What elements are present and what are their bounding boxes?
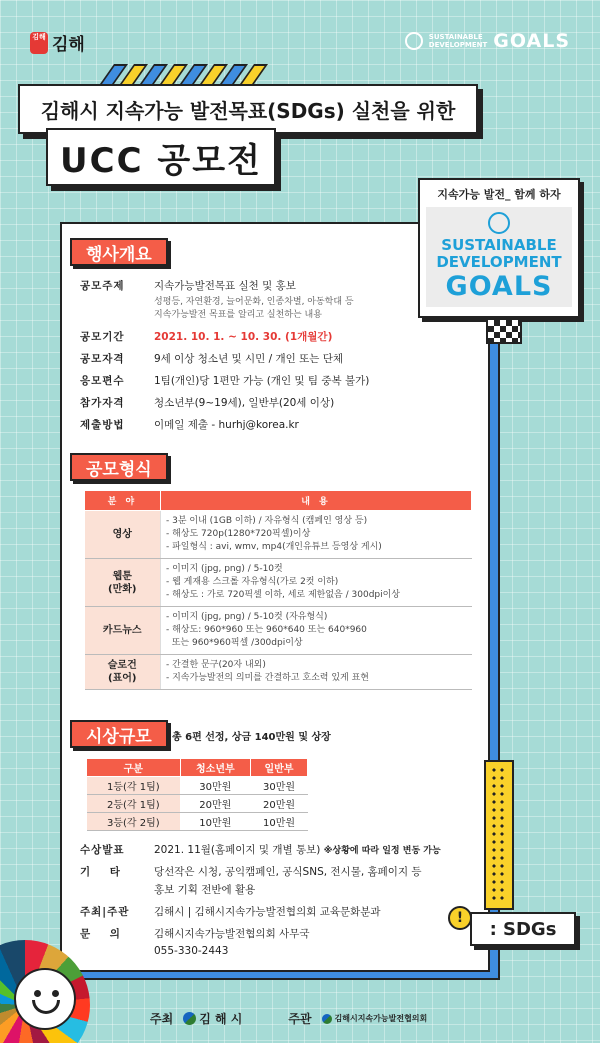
details-row-contact: [80, 926, 450, 957]
overview-label: 참가자격: [80, 397, 125, 409]
overview-value: 1팀(개인)당 1편만 가능 (개인 및 팀 중복 불가): [154, 375, 370, 387]
format-table-header: [85, 491, 472, 511]
smiley-icon: [14, 968, 76, 1030]
prize-table-wrap: [86, 758, 308, 831]
table-row: [85, 559, 472, 607]
table-row: [85, 511, 472, 559]
table-row: 3등(각 2팀) 10만원 10만원: [87, 813, 308, 831]
format-desc: - 이미지 (jpg, png) / 5-10컷 (자유형식) - 해상도: 960*960 또는 960*640 또는 640*960 또는 960*960픽셀 /300dpi이상: [161, 607, 472, 655]
details-label: 주최|주관: [80, 906, 130, 918]
details-row-organizer: [80, 904, 450, 919]
details-value: 당선작은 시청, 공익캠페인, 공식SNS, 전시물, 홈페이지 등 홍보 기획 전반에 활용: [154, 866, 422, 896]
title-line-1: 김해시 지속가능 발전목표(SDGs) 실천을 위한: [40, 98, 456, 123]
council-emblem-icon: [322, 1014, 332, 1024]
details-value: 김해시지속가능발전협의회 사무국 055-330-2443: [154, 928, 310, 957]
format-desc: - 간결한 문구(20자 내외) - 지속가능발전의 의미를 간결하고 호소력 있게 표현: [161, 655, 472, 690]
exclamation-icon: !: [448, 906, 472, 930]
overview-row-submission: [80, 417, 420, 432]
details-value: 김해시 | 김해시지속가능발전협의회 교육문화분과: [154, 906, 381, 918]
un-emblem-icon: [405, 32, 423, 50]
details-label: 기 타: [80, 866, 121, 878]
format-category: 카드뉴스: [85, 607, 161, 655]
sdg-card-tagline: 지속가능 발전_ 함께 하자: [437, 188, 561, 201]
overview-row-topic: [80, 278, 420, 322]
format-col-category: 분 야: [85, 491, 161, 511]
gimhae-logo-text: 김해: [52, 35, 85, 55]
yellow-bar-decoration: [484, 760, 514, 910]
un-emblem-icon: [488, 212, 510, 234]
overview-value: 이메일 제출 - hurhj@korea.kr: [154, 419, 299, 431]
overview-row-eligibility: [80, 351, 420, 366]
sdg-card-word-1: SUSTAINABLE: [441, 236, 557, 254]
format-desc: - 3분 이내 (1GB 이하) / 자유형식 (캠페인 영상 등) - 해상도 720p(1280*720픽셀)이상 - 파일형식 : avi, wmv, mp4(개인유튜브 등영상 게시): [161, 511, 472, 559]
format-category: 영상: [85, 511, 161, 559]
prize-col-header: 청소년부: [180, 759, 250, 777]
table-row: 1등(각 1팀) 30만원 30만원: [87, 777, 308, 795]
footer-host-logo: 김 해 시: [183, 1010, 242, 1027]
sdg-header-logo: [405, 30, 570, 52]
format-category: 웹툰 (만화): [85, 559, 161, 607]
sdg-card-logo: [426, 207, 572, 307]
overview-label: 공모주제: [80, 280, 125, 292]
format-col-content: 내 용: [161, 491, 472, 511]
format-desc: - 이미지 (jpg, png) / 5-10컷 - 웹 게재용 스크롤 자유형식(가로 2컷 이하) - 해상도 : 가로 720픽셀 이하, 세로 제한없음 / 300dpi이상: [161, 559, 472, 607]
gimhae-badge: 김해: [30, 32, 48, 54]
footer-org-label: 주관: [288, 1012, 312, 1026]
overview-list: [80, 278, 420, 439]
table-row: [85, 607, 472, 655]
format-table: [84, 490, 472, 690]
footer-host-label: 주최: [150, 1012, 174, 1026]
format-table-wrap: [84, 490, 472, 690]
gimhae-logo: [30, 30, 85, 55]
page-title: UCC 공모전: [60, 140, 262, 181]
details-list: [80, 842, 450, 964]
details-row-announcement: [80, 842, 450, 857]
sdg-card-goals: GOALS: [445, 271, 553, 302]
overview-value: 9세 이상 청소년 및 시민 / 개인 또는 단체: [154, 353, 344, 365]
overview-value: 2021. 10. 1. ~ 10. 30. (1개월간): [154, 331, 333, 343]
checker-decoration: [486, 318, 522, 344]
prize-table-header: [87, 759, 308, 777]
details-label: 문 의: [80, 928, 121, 940]
sdg-card: [418, 178, 580, 318]
overview-label: 공모자격: [80, 353, 125, 365]
gimhae-emblem-icon: [183, 1012, 196, 1025]
overview-value: 청소년부(9~19세), 일반부(20세 이상): [154, 397, 335, 409]
title-banner: [18, 84, 478, 134]
section-heading-overview: 행사개요: [70, 238, 168, 266]
sdg-header-goals: GOALS: [493, 30, 570, 52]
title-main-banner: [46, 128, 276, 186]
overview-label: 제출방법: [80, 419, 125, 431]
prize-table: [86, 758, 308, 831]
details-value: 2021. 11월(홈페이지 및 개별 통보) ※상황에 따라 일정 변동 가능: [154, 844, 441, 856]
overview-value: 지속가능발전목표 실천 및 홍보 성평등, 자연환경, 늘어문화, 인종차별, 아동학대 등 지속가능발전 목표를 알리고 실천하는 내용: [154, 280, 354, 320]
table-row: 2등(각 1팀) 20만원 20만원: [87, 795, 308, 813]
overview-label: 공모기간: [80, 331, 125, 343]
footer: [150, 1010, 427, 1027]
table-row: [85, 655, 472, 690]
sdgs-tag: : SDGs: [470, 912, 576, 946]
overview-row-divisions: [80, 395, 420, 410]
overview-row-period: [80, 329, 420, 344]
section-heading-prize: 시상규모: [70, 720, 168, 748]
prize-summary: 총 6편 선정, 상금 140만원 및 상장: [172, 732, 331, 743]
details-row-etc: [80, 864, 450, 897]
prize-col-header: 구분: [87, 759, 181, 777]
section-heading-format: 공모형식: [70, 453, 168, 481]
format-category: 슬로건 (표어): [85, 655, 161, 690]
footer-org-logo: 김해시지속가능발전협의회: [322, 1013, 428, 1024]
prize-col-header: 일반부: [251, 759, 308, 777]
details-label: 수상발표: [80, 844, 125, 856]
sdg-card-word-2: DEVELOPMENT: [436, 253, 562, 271]
overview-row-entries: [80, 373, 420, 388]
overview-label: 응모편수: [80, 375, 125, 387]
sdg-header-small: SUSTAINABLE DEVELOPMENT: [428, 33, 488, 49]
